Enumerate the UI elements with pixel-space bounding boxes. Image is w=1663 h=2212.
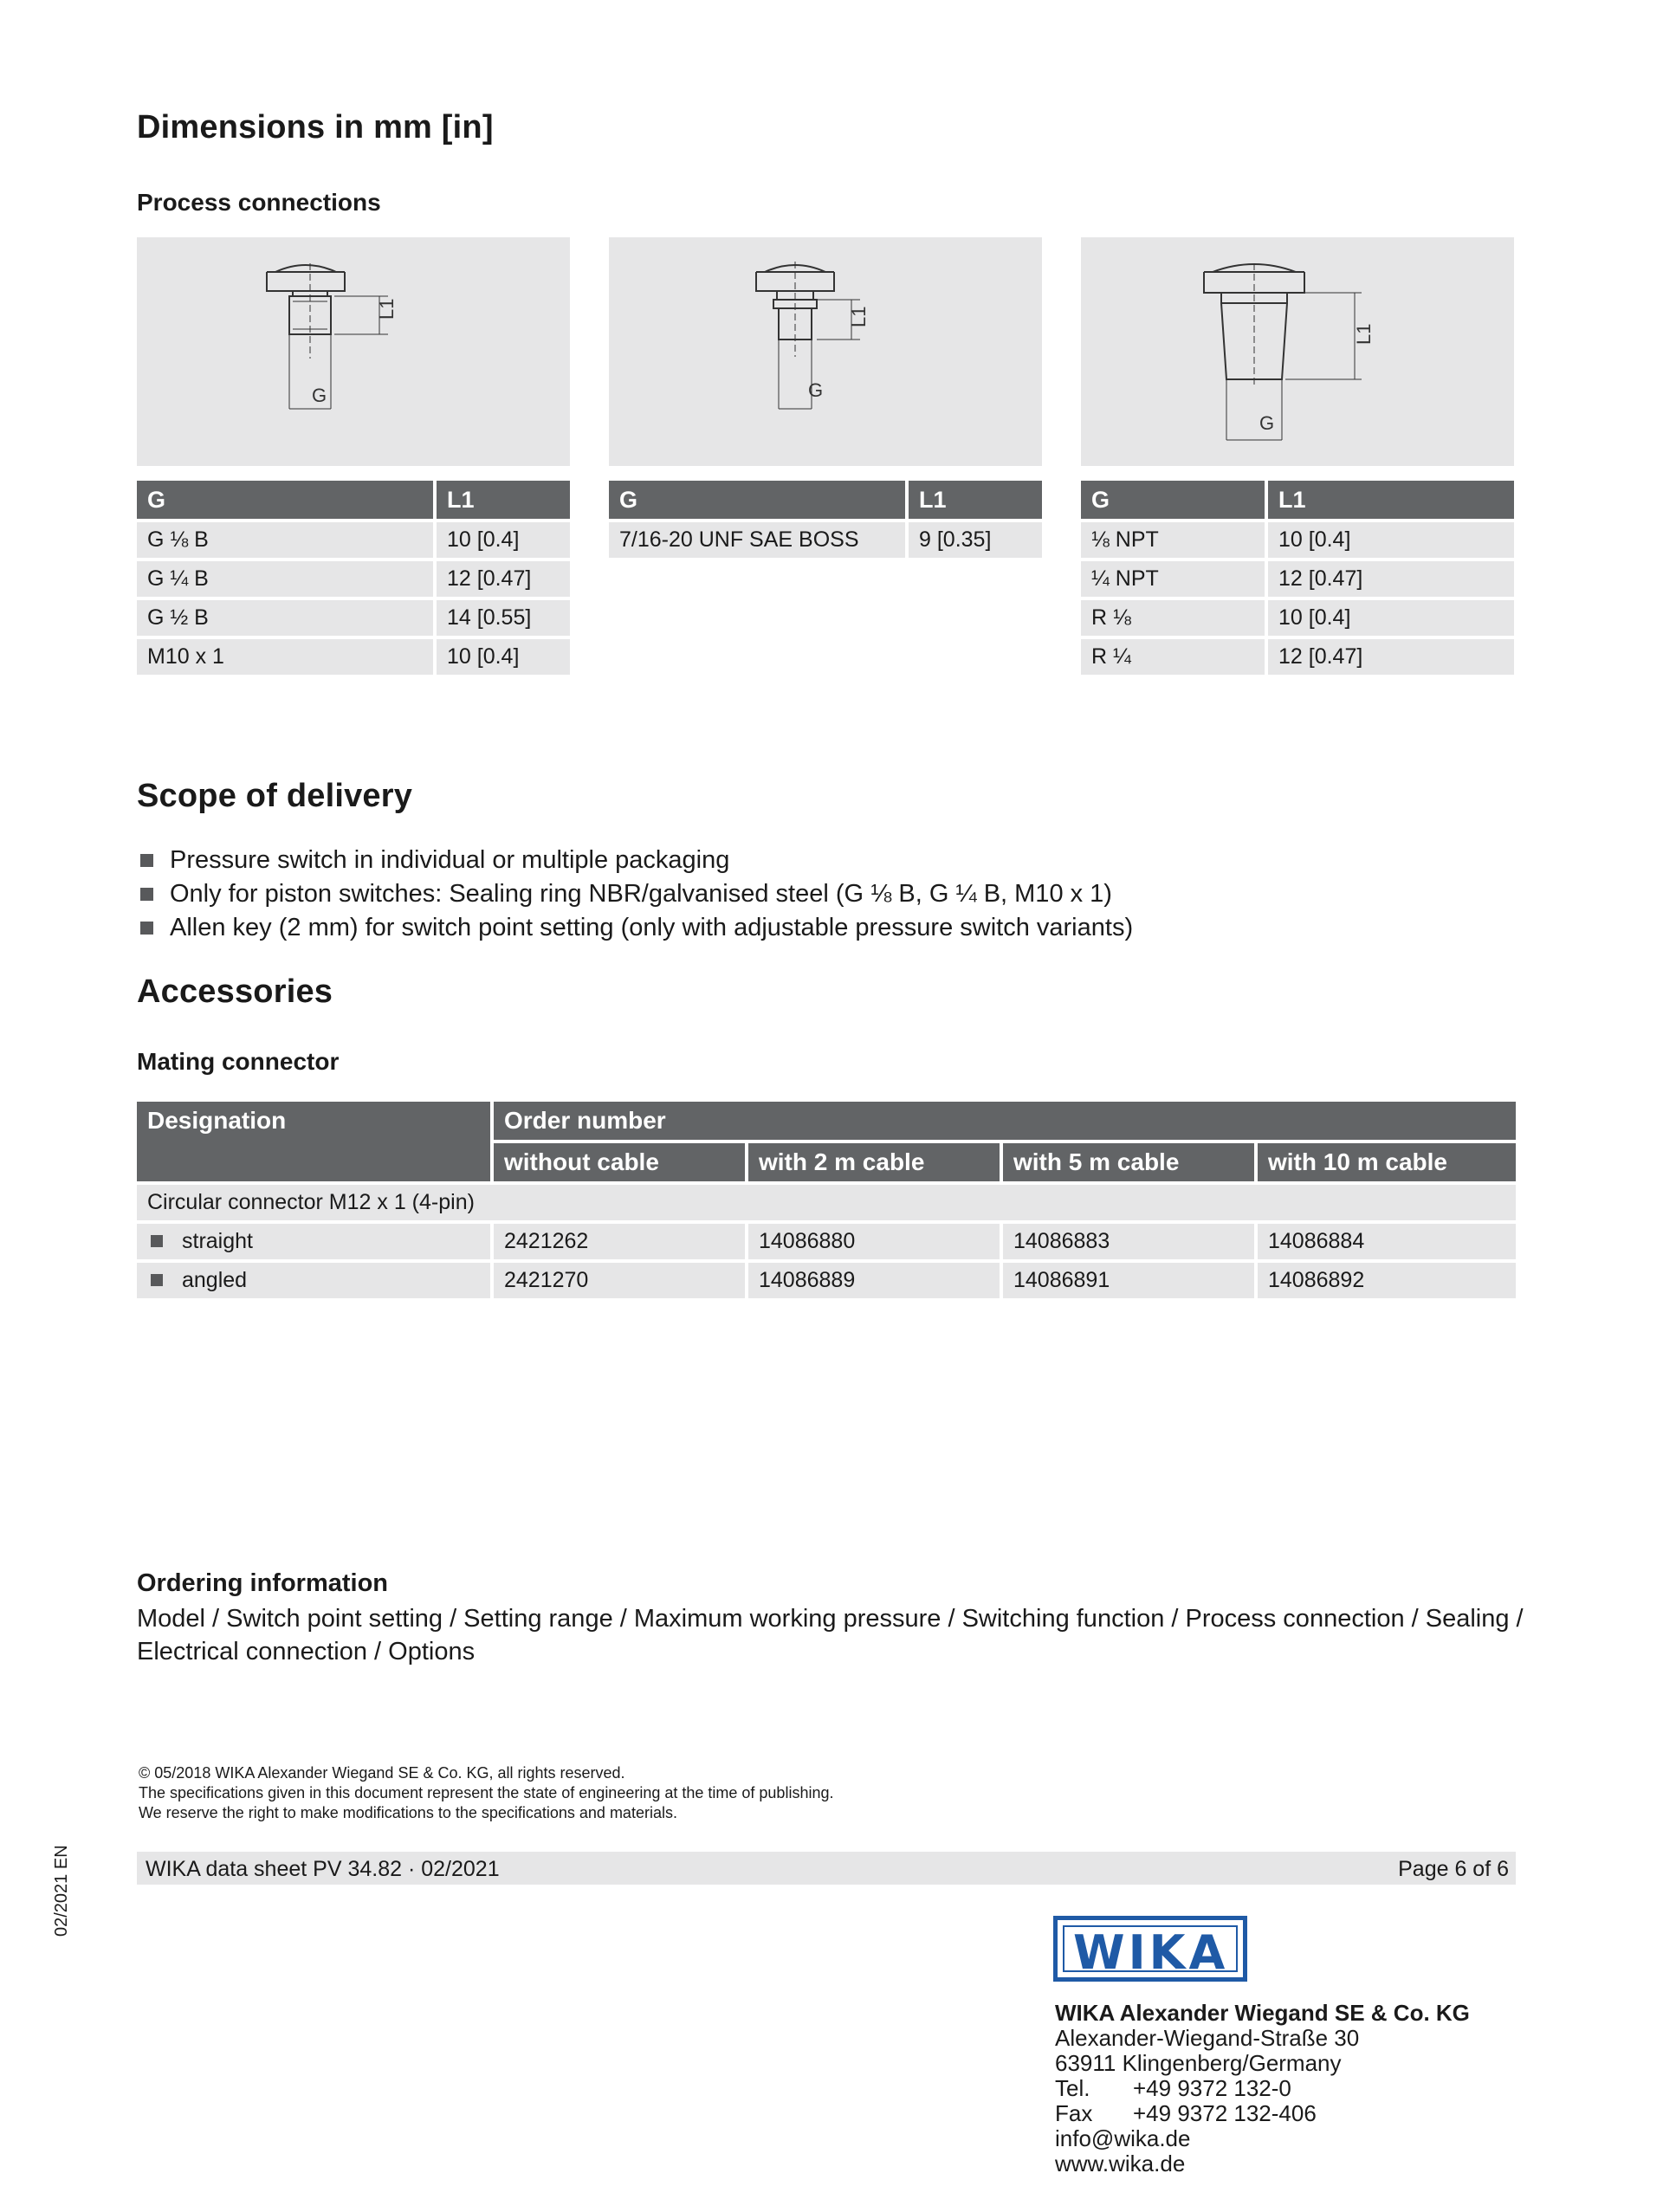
row-label — [137, 1263, 490, 1298]
table-row — [137, 522, 570, 558]
col-header-l1: L1 — [909, 481, 1042, 519]
company-website[interactable]: www.wika.de — [1055, 2151, 1186, 2176]
cell: G ⅛ B — [137, 522, 433, 558]
cell: 10 [0.4] — [437, 639, 570, 675]
process-connections-heading: Process connections — [137, 189, 381, 216]
company-email[interactable]: info@wika.de — [1055, 2125, 1191, 2151]
row-label — [137, 1224, 490, 1259]
table-row — [1081, 561, 1514, 597]
company-tel — [1055, 2076, 1470, 2101]
col-header-designation: Designation — [137, 1102, 490, 1181]
cell: 12 [0.47] — [1268, 639, 1514, 675]
wika-logo-text: WIKA — [1073, 1925, 1229, 1980]
fax-value: +49 9372 132-406 — [1133, 2100, 1317, 2126]
list-item — [137, 844, 1133, 877]
col-header-5m-cable: with 5 m cable — [1003, 1143, 1254, 1181]
ordering-text — [137, 1602, 1524, 1668]
dim-table-2 — [605, 477, 1045, 561]
cell: 14086883 — [1003, 1224, 1254, 1259]
ordering-heading: Ordering information — [137, 1569, 388, 1597]
drawing-tapered-thread — [1081, 237, 1514, 466]
fax-label: Fax — [1055, 2100, 1093, 2126]
table-row — [137, 561, 570, 597]
list-item-text: Pressure switch in individual or multiple packaging — [170, 846, 730, 874]
table-row — [1081, 639, 1514, 675]
cell: 14086884 — [1258, 1224, 1516, 1259]
company-street: Alexander-Wiegand-Straße 30 — [1055, 2025, 1360, 2051]
cell: 12 [0.47] — [437, 561, 570, 597]
col-header-without-cable: without cable — [494, 1143, 745, 1181]
scope-list — [137, 844, 1133, 945]
list-item — [137, 877, 1133, 911]
cell: M10 x 1 — [137, 639, 433, 675]
cell: ¼ NPT — [1081, 561, 1265, 597]
tel-value: +49 9372 132-0 — [1133, 2075, 1291, 2101]
cell: 9 [0.35] — [909, 522, 1042, 558]
cell: 7/16-20 UNF SAE BOSS — [609, 522, 905, 558]
col-header-g: G — [1081, 481, 1265, 519]
table-row — [137, 1263, 1516, 1298]
row-label-text: angled — [182, 1268, 248, 1292]
company-city: 63911 Klingenberg/Germany — [1055, 2050, 1342, 2076]
drawing-parallel-thread — [137, 237, 570, 466]
col-header-g: G — [609, 481, 905, 519]
cell: 10 [0.4] — [1268, 600, 1514, 636]
cell: R ¼ — [1081, 639, 1265, 675]
bullet-square-icon — [140, 922, 153, 935]
col-header-order-number: Order number — [494, 1102, 1516, 1140]
col-header-l1: L1 — [1268, 481, 1514, 519]
drawing-label-g: G — [312, 385, 327, 406]
table-row — [137, 600, 570, 636]
cell: 14086892 — [1258, 1263, 1516, 1298]
dim-table-1 — [133, 477, 573, 678]
cell: 14086880 — [748, 1224, 1000, 1259]
company-fax — [1055, 2101, 1470, 2126]
drawing-label-g-2: G — [808, 379, 824, 401]
table-row — [137, 1224, 1516, 1259]
accessories-heading: Accessories — [137, 973, 333, 1010]
page-title: Dimensions in mm [in] — [137, 109, 494, 146]
ordering-text-line1: Model / Switch point setting / Setting range / Maximum working pressure / Switching function / Process connection / Sealing / — [137, 1605, 1524, 1633]
col-header-2m-cable: with 2 m cable — [748, 1143, 1000, 1181]
company-name: WIKA Alexander Wiegand SE & Co. KG — [1055, 2000, 1470, 2026]
legal-line: The specifications given in this document represent the state of engineering at the time of publishing. — [139, 1784, 834, 1801]
bullet-square-icon — [140, 854, 153, 867]
table-row — [1081, 522, 1514, 558]
drawing-label-l1-3: L1 — [1353, 323, 1375, 345]
legal-line: We reserve the right to make modifications to the specifications and materials. — [139, 1804, 677, 1821]
table-row — [609, 522, 1042, 558]
cell: 14086891 — [1003, 1263, 1254, 1298]
bullet-square-icon — [140, 888, 153, 901]
tel-label: Tel. — [1055, 2075, 1090, 2101]
bullet-square-icon — [151, 1274, 163, 1286]
scope-heading: Scope of delivery — [137, 778, 413, 814]
drawing-label-l1: L1 — [376, 298, 398, 320]
group-label: Circular connector M12 x 1 (4-pin) — [137, 1185, 1516, 1220]
table-row — [137, 1185, 1516, 1220]
drawing-label-l1-2: L1 — [848, 306, 870, 327]
drawing-label-g-3: G — [1259, 412, 1275, 434]
dim-table-3 — [1077, 477, 1517, 678]
cell: 10 [0.4] — [437, 522, 570, 558]
col-header-l1: L1 — [437, 481, 570, 519]
cell: R ⅛ — [1081, 600, 1265, 636]
legal-line: © 05/2018 WIKA Alexander Wiegand SE & Co. KG, all rights reserved. — [139, 1764, 625, 1782]
footer-bar — [137, 1852, 1516, 1885]
datasheet-ref: WIKA data sheet PV 34.82 · 02/2021 — [146, 1857, 500, 1881]
col-header-10m-cable: with 10 m cable — [1258, 1143, 1516, 1181]
table-row — [1081, 600, 1514, 636]
cell: G ½ B — [137, 600, 433, 636]
legal-notice — [139, 1763, 833, 1823]
wika-logo — [1053, 1916, 1247, 1982]
row-label-text: straight — [182, 1229, 253, 1253]
cell: 14086889 — [748, 1263, 1000, 1298]
cell: 12 [0.47] — [1268, 561, 1514, 597]
cell: ⅛ NPT — [1081, 522, 1265, 558]
ordering-text-line2: Electrical connection / Options — [137, 1638, 476, 1665]
company-address — [1055, 2001, 1470, 2176]
cell: 2421262 — [494, 1224, 745, 1259]
mating-connector-heading: Mating connector — [137, 1048, 340, 1075]
bullet-square-icon — [151, 1235, 163, 1247]
list-item-text: Allen key (2 mm) for switch point setting (only with adjustable pressure switch variants) — [170, 914, 1134, 941]
table-row — [137, 639, 570, 675]
list-item — [137, 911, 1133, 945]
cell: 14 [0.55] — [437, 600, 570, 636]
cell: 2421270 — [494, 1263, 745, 1298]
drawing-unf-thread — [609, 237, 1042, 466]
page-number: Page 6 of 6 — [1398, 1857, 1509, 1881]
list-item-text: Only for piston switches: Sealing ring NBR/galvanised steel (G ⅛ B, G ¼ B, M10 x 1) — [170, 880, 1112, 908]
vertical-edition: 02/2021 EN — [52, 1845, 71, 1937]
cell: G ¼ B — [137, 561, 433, 597]
accessories-table — [133, 1098, 1519, 1302]
cell: 10 [0.4] — [1268, 522, 1514, 558]
col-header-g: G — [137, 481, 433, 519]
